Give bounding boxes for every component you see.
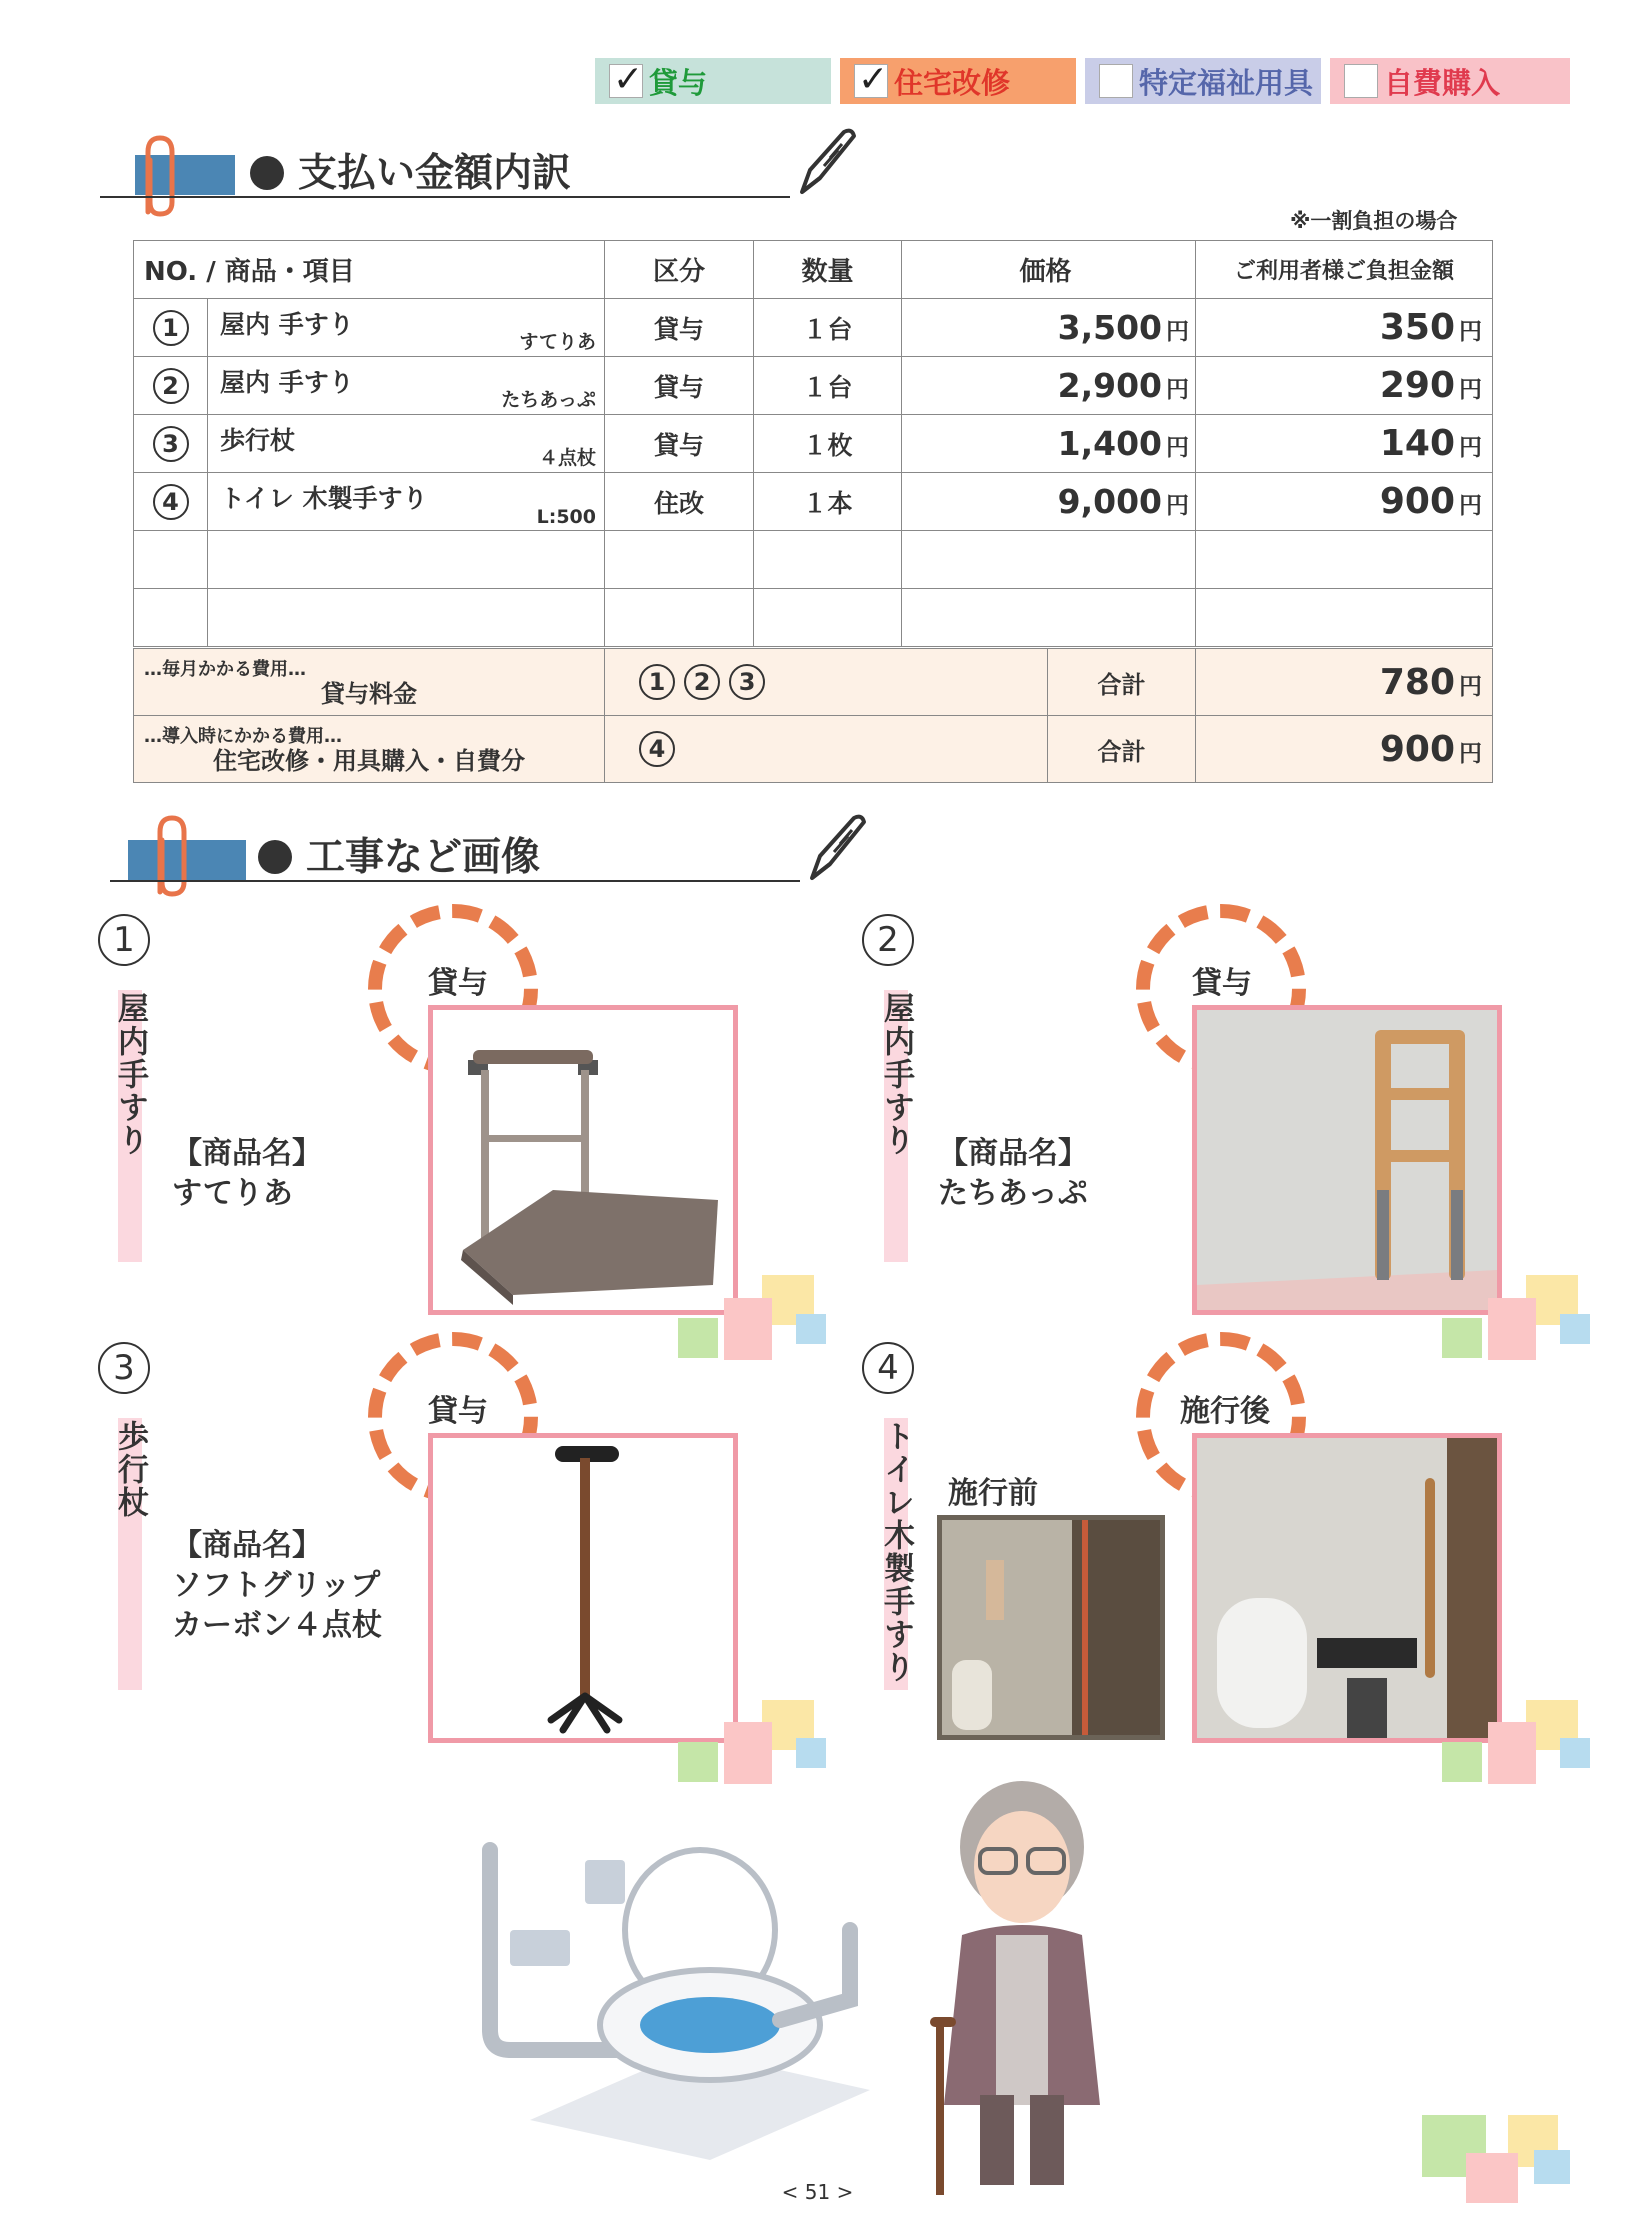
item-model: たちあっぷ: [501, 389, 596, 411]
checkbox-jihi-konyu: [1344, 64, 1378, 98]
yen-unit: 円: [1459, 319, 1482, 345]
item-user-burden: 900: [1379, 481, 1455, 522]
table-header-row: [134, 241, 1493, 299]
yen-unit: 円: [1459, 377, 1482, 403]
decor-square: [796, 1314, 826, 1344]
summary-gokei: 合計: [1048, 649, 1196, 716]
item-model: すてりあ: [519, 331, 596, 353]
decor-square: [724, 1298, 772, 1360]
yen-unit: 円: [1459, 493, 1482, 519]
summary-total: 780: [1379, 661, 1455, 703]
decor-square: [1560, 1314, 1590, 1344]
table-row: [134, 357, 1493, 415]
item-kubun: 住改: [605, 473, 754, 531]
card2-tag: 貸与: [1192, 966, 1252, 1001]
section2-title: [258, 826, 540, 882]
card1-photo: [428, 1005, 738, 1315]
card4-vertical-label: トイレ木製手すり: [878, 1420, 914, 1684]
ref-number: 3: [729, 664, 765, 700]
item-qty: １枚: [754, 415, 902, 473]
card1-vertical-label: 屋内手すり: [112, 992, 148, 1157]
card4-after-photo: [1192, 1433, 1502, 1743]
tab-taiyo: [595, 58, 831, 104]
card1-number: 1: [98, 914, 150, 966]
pen-icon: [800, 808, 870, 888]
handrail-image: [433, 1010, 733, 1310]
section1-title: [250, 142, 571, 198]
decor-square: [1442, 1318, 1482, 1358]
decor-square: [678, 1742, 718, 1782]
toilet-after-image: [1197, 1438, 1497, 1738]
checkbox-jutaku-kaishu: [854, 64, 888, 98]
checkbox-tokutei-fukushi: [1099, 64, 1133, 98]
row-number: 4: [153, 484, 189, 520]
ref-number: 2: [684, 664, 720, 700]
card2-vertical-label: 屋内手すり: [878, 992, 914, 1157]
elderly-woman-illustration: [922, 1775, 1122, 2205]
card2-product-name: 【商品名】 たちあっぷ: [938, 1136, 1088, 1211]
summary-row-monthly: [134, 649, 1493, 716]
checkbox-taiyo: [609, 64, 643, 98]
table-row-empty: [134, 589, 1493, 647]
card4-before-label: 施行前: [948, 1476, 1038, 1511]
bullet-icon: [258, 840, 292, 874]
item-user-burden: 140: [1379, 423, 1455, 464]
toilet-illustration: [470, 1820, 890, 2160]
header-kubun: 区分: [605, 241, 754, 299]
card4-before-photo: [937, 1515, 1165, 1740]
item-model: L:500: [536, 506, 596, 528]
item-kubun: 貸与: [605, 357, 754, 415]
decor-square: [1560, 1738, 1590, 1768]
decor-square: [1488, 1722, 1536, 1784]
tab-jihi-konyu: [1330, 58, 1570, 104]
decor-square: [1488, 1298, 1536, 1360]
item-qty: １本: [754, 473, 902, 531]
toilet-before-image: [942, 1520, 1162, 1738]
ref-number: 1: [639, 664, 675, 700]
yen-unit: 円: [1166, 493, 1189, 519]
pen-icon: [790, 122, 860, 202]
card3-number: 3: [98, 1342, 150, 1394]
card3-photo: [428, 1433, 738, 1743]
standing-rail-image: [1197, 1010, 1497, 1310]
table-row: [134, 473, 1493, 531]
tab-taiyo-label: 貸与: [649, 65, 708, 100]
card3-product-name: 【商品名】 ソフトグリップ カーボン４点杖: [172, 1528, 382, 1643]
cane-image: [433, 1438, 733, 1738]
header-qty: 数量: [754, 241, 902, 299]
header-price: 価格: [902, 241, 1196, 299]
item-qty: １台: [754, 357, 902, 415]
yen-unit: 円: [1459, 673, 1482, 700]
table-row: [134, 415, 1493, 473]
item-user-burden: 350: [1379, 307, 1455, 348]
yen-unit: 円: [1459, 740, 1482, 767]
item-model: ４点杖: [538, 447, 596, 469]
card1-tag: 貸与: [428, 966, 488, 1001]
tab-tokutei-fukushi: [1085, 58, 1321, 104]
page-number: < 51 >: [781, 2180, 854, 2204]
summary-gokei: 合計: [1048, 716, 1196, 783]
item-price: 9,000: [1057, 482, 1162, 521]
item-qty: １台: [754, 299, 902, 357]
header-user-burden: ご利用者様ご負担金額: [1196, 241, 1493, 299]
tab-jihi-konyu-label: 自費購入: [1384, 65, 1501, 100]
burden-note: ※一割負担の場合: [1290, 209, 1458, 233]
tab-jutaku-kaishu-label: 住宅改修: [894, 65, 1011, 100]
header-no-item: NO. / 商品・項目: [134, 241, 605, 299]
decor-square: [796, 1738, 826, 1768]
card2-photo: [1192, 1005, 1502, 1315]
decor-square: [1442, 1742, 1482, 1782]
card4-tag: 施行後: [1180, 1394, 1270, 1429]
yen-unit: 円: [1459, 435, 1482, 461]
row-number: 2: [153, 368, 189, 404]
card3-vertical-label: 歩行杖: [112, 1420, 148, 1519]
row-number: 1: [153, 310, 189, 346]
section2-title-text: 工事など画像: [306, 835, 541, 880]
summary-total: 900: [1379, 728, 1455, 770]
yen-unit: 円: [1166, 377, 1189, 403]
item-name: 屋内 手すり: [220, 368, 354, 397]
summary-table: [133, 648, 1493, 783]
item-name: 屋内 手すり: [220, 310, 354, 339]
paperclip-icon: [128, 132, 188, 222]
summary-row-initial: [134, 716, 1493, 783]
item-kubun: 貸与: [605, 415, 754, 473]
decor-square: [1534, 2150, 1570, 2184]
summary-label: 住宅改修・用具購入・自費分: [213, 747, 525, 775]
item-kubun: 貸与: [605, 299, 754, 357]
card3-tag: 貸与: [428, 1394, 488, 1429]
yen-unit: 円: [1166, 435, 1189, 461]
table-row: [134, 299, 1493, 357]
payment-table: [133, 240, 1493, 647]
item-price: 3,500: [1057, 308, 1162, 347]
tab-tokutei-fukushi-label: 特定福祉用具: [1139, 65, 1314, 100]
item-name: 歩行杖: [220, 426, 296, 455]
card4-number: 4: [862, 1342, 914, 1394]
item-price: 1,400: [1057, 424, 1162, 463]
paperclip-icon: [140, 812, 200, 902]
item-user-burden: 290: [1379, 365, 1455, 406]
item-price: 2,900: [1057, 366, 1162, 405]
summary-tag: …毎月かかる費用…: [144, 659, 306, 680]
bullet-icon: [250, 156, 284, 190]
tab-jutaku-kaishu: [840, 58, 1076, 104]
card1-product-name: 【商品名】 すてりあ: [172, 1136, 322, 1211]
decor-square: [724, 1722, 772, 1784]
summary-label: 貸与料金: [321, 680, 417, 708]
row-number: 3: [153, 426, 189, 462]
summary-tag: …導入時にかかる費用…: [144, 726, 342, 747]
card2-number: 2: [862, 914, 914, 966]
ref-number: 4: [639, 731, 675, 767]
yen-unit: 円: [1166, 319, 1189, 345]
section1-title-text: 支払い金額内訳: [298, 151, 572, 196]
item-name: トイレ 木製手すり: [220, 484, 428, 513]
decor-square: [678, 1318, 718, 1358]
table-row-empty: [134, 531, 1493, 589]
